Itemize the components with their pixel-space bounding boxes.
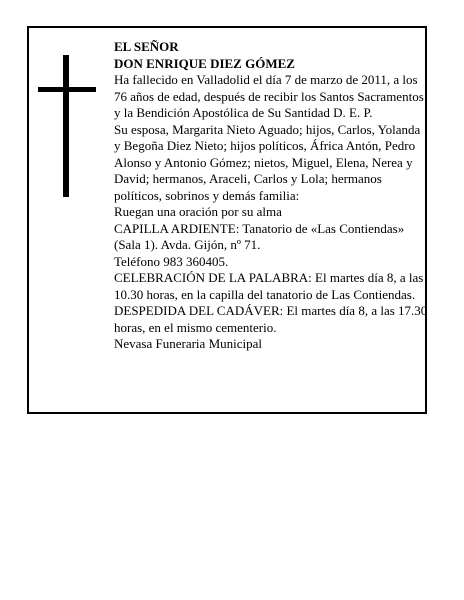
notice-title: EL SEÑOR [114, 39, 179, 54]
phone-line: Teléfono 983 360405. [114, 253, 229, 269]
deceased-name: DON ENRIQUE DIEZ GÓMEZ [114, 55, 295, 71]
cross-horizontal-bar [38, 87, 96, 92]
farewell-paragraph: DESPEDIDA DEL CADÁVER: El martes día 8, a las 17.30 horas, en el mismo cementerio. [114, 303, 428, 335]
passing-paragraph: Ha fallecido en Valladolid el día 7 de marzo de 2011, a los 76 años de edad, después de recibir los Santos Sacramentos y la Bendición Apostólica de Su Santidad D. E. P. [114, 72, 424, 120]
cross-vertical-bar [63, 55, 69, 197]
chapel-paragraph: CAPILLA ARDIENTE: Tanatorio de «Las Contiendas» (Sala 1). Avda. Gijón, nº 71. [114, 220, 405, 252]
celebration-paragraph: CELEBRACIÓN DE LA PALABRA: El martes día 8, a las 10.30 horas, en la capilla del tanatorio de Las Contiendas. [114, 270, 424, 302]
family-paragraph: Su esposa, Margarita Nieto Aguado; hijos, Carlos, Yolanda y Begoña Diez Nieto; hijos políticos, África Antón, Pedro Alonso y Antonio Gómez; nietos, Miguel, Elena, Nerea y David; hermanos, Araceli, Carlos y Lola; hermanos políticos, sobrinos y demás familia: [114, 121, 421, 203]
obituary-text [114, 39, 428, 353]
prayer-line: Ruegan una oración por su alma [114, 204, 282, 219]
funeral-home-line: Nevasa Funeraria Municipal [114, 336, 263, 351]
latin-cross-icon [38, 55, 96, 197]
